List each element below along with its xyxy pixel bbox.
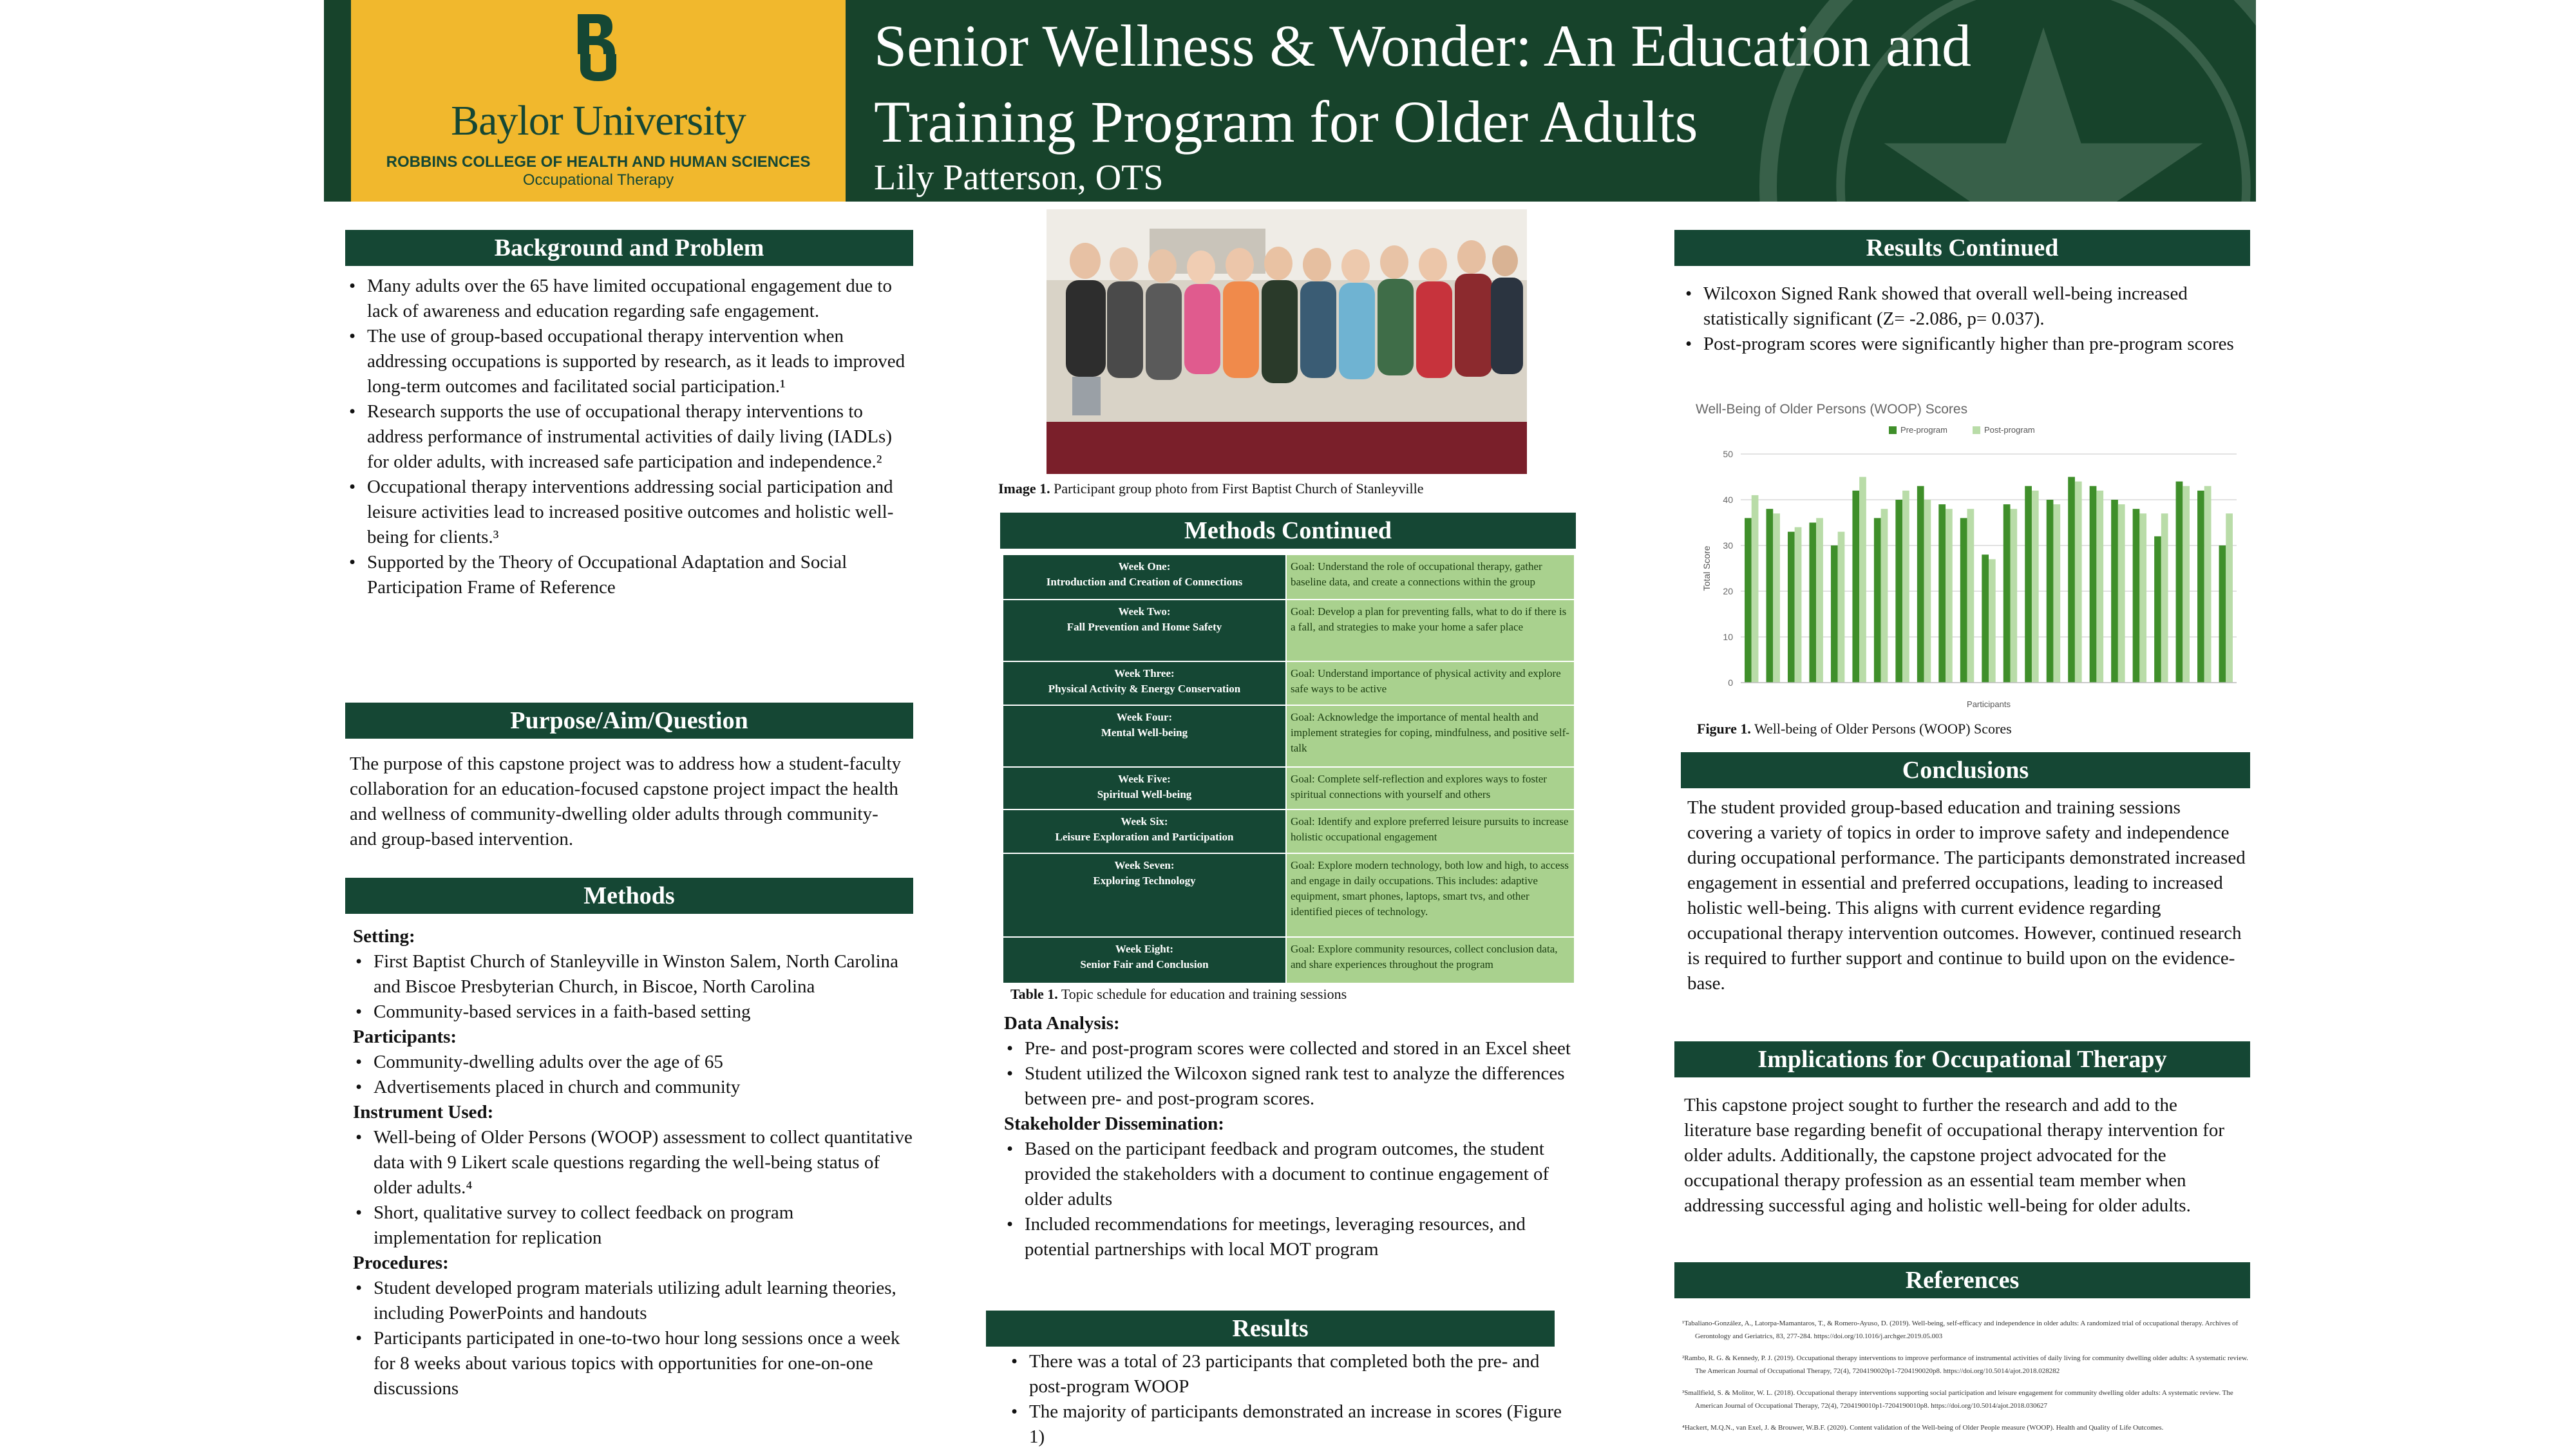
table-row xyxy=(1003,937,1575,983)
participant-group-photo xyxy=(1046,209,1527,474)
results-item: • The majority of participants demonstrated an increase in scores (Figure 1) xyxy=(1009,1399,1575,1449)
title-line-2: Training Program for Older Adults xyxy=(874,89,1698,155)
bar xyxy=(1816,518,1823,683)
university-logo xyxy=(351,0,846,202)
bar xyxy=(1895,500,1902,683)
bar xyxy=(1917,486,1924,683)
results-section xyxy=(1009,1349,1575,1449)
bar xyxy=(2003,504,2011,683)
purpose-text: The purpose of this capstone project was to address how a student-faculty collaboration for an education-focused capstone project impact the health and wellness of community-dwelling older adults through community- and group-based intervention. xyxy=(350,753,902,849)
bar xyxy=(2075,482,2082,683)
references-list xyxy=(1680,1317,2249,1443)
y-tick-label: 40 xyxy=(1723,495,1733,505)
poster-author: Lily Patterson, OTS xyxy=(874,158,1164,198)
poster xyxy=(324,0,2256,1449)
data-analysis-item: • Student utilized the Wilcoxon signed rank test to analyze the differences between pre- and post-program scores. xyxy=(1004,1061,1577,1112)
background-item: • Many adults over the 65 have limited occupational engagement due to lack of awareness and education regarding safe engagement. xyxy=(346,274,913,324)
logo-college-name: ROBBINS COLLEGE OF HEALTH AND HUMAN SCIENCES xyxy=(386,153,811,171)
goal-cell: Goal: Understand the role of occupational therapy, gather baseline data, and create a connections within the group xyxy=(1286,554,1575,600)
methods-heading: Methods xyxy=(345,878,913,914)
goal-cell: Goal: Understand importance of physical activity and explore safe ways to be active xyxy=(1286,661,1575,705)
logo-university-name: Baylor University xyxy=(451,97,746,144)
topic-schedule-table xyxy=(1002,554,1575,984)
legend-label: Pre-program xyxy=(1900,425,1947,435)
conclusions-text: The student provided group-based education and training sessions covering a variety of topics in order to improve safety and independence during occupational performance. The participants demonstrated increased engagement in essential and preferred occupations, leading to increased holistic well-being. This aligns with current evidence regarding occupational therapy intervention outcomes. However, continued research is required to further support and continue to build upon on the evidence-base. xyxy=(1687,797,2246,994)
week-cell: Week Three: Physical Activity & Energy Conservation xyxy=(1003,661,1286,705)
procedures-label: Procedures: xyxy=(353,1253,449,1273)
methods-continued-heading: Methods Continued xyxy=(1000,513,1576,549)
participants-item: • Advertisements placed in church and community xyxy=(353,1075,913,1100)
background-item: • Research supports the use of occupational therapy interventions to address performance of instrumental activities of daily living (IADLs) for older adults, with increased safe participation and independence.² xyxy=(346,399,913,475)
results-continued-heading: Results Continued xyxy=(1674,230,2250,266)
week-cell: Week One: Introduction and Creation of Connections xyxy=(1003,554,1286,600)
table-row xyxy=(1003,661,1575,705)
stakeholder-label: Stakeholder Dissemination: xyxy=(1004,1113,1224,1134)
week-cell: Week Two: Fall Prevention and Home Safety xyxy=(1003,600,1286,661)
bar xyxy=(1773,513,1780,683)
bar xyxy=(1788,532,1795,683)
results-continued-item: • Post-program scores were significantly higher than pre-program scores xyxy=(1683,332,2243,357)
bar xyxy=(2154,536,2161,683)
background-heading: Background and Problem xyxy=(345,230,913,266)
reference-item: ¹Tabaliano-González, A., Latorpa-Mamantaros, T., & Romero-Ayuso, D. (2019). Well-being, self-efficacy and independence in older adults: A randomized trial of occupational therapy. Archives of Gerontology and Geriatrics, 83, 277-284. https://doi.org/10.1016/j.archger.2019.05.003 xyxy=(1682,1320,2239,1340)
bar xyxy=(2183,486,2190,683)
table-row xyxy=(1003,705,1575,767)
reference-item: ³Smallfield, S. & Molitor, W. L. (2018). Occupational therapy interventions supporting social participation and leisure engagement for community dwelling older adults: A systematic review. The American Journal of Occupational Therapy, 72(4), 7204190010p1-7204190010p8. https://doi.org/10.5014/ajot.2018.030627 xyxy=(1682,1389,2233,1410)
logo-department-name: Occupational Therapy xyxy=(522,171,674,189)
y-tick-label: 20 xyxy=(1723,586,1733,596)
implications-heading: Implications for Occupational Therapy xyxy=(1674,1041,2250,1077)
bu-monogram-icon xyxy=(566,9,630,85)
photo-caption-label: Image 1. xyxy=(998,480,1050,497)
stakeholder-item: • Based on the participant feedback and program outcomes, the student provided the stakeholders with a document to continue engagement of older adults xyxy=(1004,1137,1577,1212)
background-item: • Supported by the Theory of Occupational Adaptation and Social Participation Frame of Reference xyxy=(346,550,913,600)
setting-item: • Community-based services in a faith-based setting xyxy=(353,999,913,1025)
methods-continued-section xyxy=(1004,1011,1577,1262)
bar xyxy=(2133,509,2140,683)
week-cell: Week Six: Leisure Exploration and Participation xyxy=(1003,810,1286,853)
results-continued-item: • Wilcoxon Signed Rank showed that overall well-being increased statistically significant (Z= -2.086, p= 0.037). xyxy=(1683,281,2243,332)
week-cell: Week Four: Mental Well-being xyxy=(1003,705,1286,767)
bar xyxy=(1982,554,1989,683)
participants-label: Participants: xyxy=(353,1027,457,1047)
bar xyxy=(2032,491,2039,683)
data-analysis-label: Data Analysis: xyxy=(1004,1013,1120,1034)
background-item: • The use of group-based occupational therapy intervention when addressing occupations is supported by research, as it leads to improved long-term outcomes and facilitated social participation.¹ xyxy=(346,324,913,399)
figure-caption xyxy=(1697,720,2251,738)
bar xyxy=(2226,513,2233,683)
bar xyxy=(2010,509,2017,683)
header-banner xyxy=(324,0,2256,202)
table-row xyxy=(1003,810,1575,853)
table-row xyxy=(1003,767,1575,810)
setting-label: Setting: xyxy=(353,926,415,947)
bar xyxy=(1745,518,1752,683)
background-item: • Occupational therapy interventions addressing social participation and leisure activities lead to increased positive outcomes and holistic well-being for clients.³ xyxy=(346,475,913,550)
bar xyxy=(2096,491,2103,683)
instrument-item: • Well-being of Older Persons (WOOP) assessment to collect quantitative data with 9 Likert scale questions regarding the well-being status of older adults.⁴ xyxy=(353,1125,913,1200)
y-tick-label: 30 xyxy=(1723,540,1733,551)
week-cell: Week Eight: Senior Fair and Conclusion xyxy=(1003,937,1286,983)
week-cell: Week Five: Spiritual Well-being xyxy=(1003,767,1286,810)
bar xyxy=(2111,500,2118,683)
background-section xyxy=(346,274,913,600)
bar xyxy=(1766,509,1774,683)
table-caption-text: Topic schedule for education and training sessions xyxy=(1061,986,1347,1002)
bar xyxy=(2161,513,2168,683)
stakeholder-item: • Included recommendations for meetings, leveraging resources, and potential partnerships with local MOT program xyxy=(1004,1212,1577,1262)
table-row xyxy=(1003,600,1575,661)
bar xyxy=(1946,509,1953,683)
title-line-1: Senior Wellness & Wonder: An Education and xyxy=(874,13,1971,79)
methods-section xyxy=(353,924,913,1401)
results-item: • There was a total of 23 participants that completed both the pre- and post-program WOOP xyxy=(1009,1349,1575,1399)
bar xyxy=(2204,486,2211,683)
bar xyxy=(1924,500,1931,683)
chart-title: Well-Being of Older Persons (WOOP) Scores xyxy=(1696,402,1968,417)
bar xyxy=(1859,477,1866,683)
bar xyxy=(2197,491,2204,683)
bar xyxy=(1795,527,1802,683)
y-tick-label: 50 xyxy=(1723,449,1733,459)
setting-item: • First Baptist Church of Stanleyville in Winston Salem, North Carolina and Biscoe Presbyterian Church, in Biscoe, North Carolina xyxy=(353,949,913,999)
legend-swatch xyxy=(1973,426,1980,434)
bar xyxy=(1960,518,1967,683)
goal-cell: Goal: Explore modern technology, both low and high, to access and engage in daily occupations. This includes: adaptive equipment, smart phones, laptops, smart tvs, and other identified pieces of technology. xyxy=(1286,853,1575,937)
bar xyxy=(2090,486,2097,683)
woop-chart xyxy=(1696,399,2249,715)
week-cell: Week Seven: Exploring Technology xyxy=(1003,853,1286,937)
bar xyxy=(1989,559,1996,683)
goal-cell: Goal: Complete self-reflection and explores ways to foster spiritual connections with yourself and others xyxy=(1286,767,1575,810)
bar xyxy=(1881,509,1888,683)
bar xyxy=(2139,513,2146,683)
goal-cell: Goal: Develop a plan for preventing falls, what to do if there is a fall, and strategies to make your home a safer place xyxy=(1286,600,1575,661)
results-continued-section xyxy=(1683,281,2243,357)
purpose-heading: Purpose/Aim/Question xyxy=(345,703,913,739)
data-analysis-item: • Pre- and post-program scores were collected and stored in an Excel sheet xyxy=(1004,1036,1577,1061)
table-row xyxy=(1003,554,1575,600)
bar xyxy=(1838,532,1845,683)
bar xyxy=(2219,545,2226,683)
procedures-item: • Student developed program materials utilizing adult learning theories, including PowerPoints and handouts xyxy=(353,1276,913,1326)
bar xyxy=(1967,509,1975,683)
bar xyxy=(1902,491,1909,683)
y-tick-label: 10 xyxy=(1723,632,1733,642)
woop-chart-svg xyxy=(1696,399,2249,715)
legend-swatch xyxy=(1889,426,1897,434)
bar xyxy=(2176,482,2183,683)
instrument-item: • Short, qualitative survey to collect feedback on program implementation for replication xyxy=(353,1200,913,1251)
references-heading: References xyxy=(1674,1262,2250,1298)
table-row xyxy=(1003,853,1575,937)
y-axis-label: Total Score xyxy=(1701,545,1712,591)
photo-caption xyxy=(998,480,1578,498)
figure-caption-label: Figure 1. xyxy=(1697,721,1751,737)
bar xyxy=(2047,500,2054,683)
instrument-label: Instrument Used: xyxy=(353,1102,494,1122)
bar xyxy=(2053,504,2060,683)
table-caption xyxy=(1010,985,1577,1003)
bar xyxy=(2025,486,2032,683)
bar xyxy=(1752,495,1759,683)
results-heading: Results xyxy=(986,1311,1555,1347)
bar xyxy=(1831,545,1838,683)
bar xyxy=(2068,477,2075,683)
bar xyxy=(1874,518,1881,683)
bar xyxy=(2118,504,2125,683)
procedures-item: • Participants participated in one-to-two hour long sessions once a week for 8 weeks about various topics with opportunities for one-on-one discussions xyxy=(353,1326,913,1401)
bar xyxy=(1809,523,1816,683)
reference-item: ²Rambo, R. G. & Kennedy, P. J. (2019). Occupational therapy interventions to improve performance of instrumental activities of daily living for community dwelling older adults: A systematic review. The American Journal of Occupational Therapy, 72(4), 7204190020p1-7204190020p8. https://doi.org/10.5014/ajot.2018.028282 xyxy=(1682,1354,2248,1375)
poster-title xyxy=(874,8,2162,160)
figure-caption-text: Well-being of Older Persons (WOOP) Scores xyxy=(1754,721,2012,737)
bar xyxy=(1852,491,1859,683)
y-tick-label: 0 xyxy=(1728,677,1733,688)
participants-item: • Community-dwelling adults over the age of 65 xyxy=(353,1050,913,1075)
conclusions-heading: Conclusions xyxy=(1681,752,2250,788)
photo-caption-text: Participant group photo from First Baptist Church of Stanleyville xyxy=(1054,480,1424,497)
goal-cell: Goal: Identify and explore preferred leisure pursuits to increase holistic occupational engagement xyxy=(1286,810,1575,853)
table-caption-label: Table 1. xyxy=(1010,986,1058,1002)
bar xyxy=(1938,504,1946,683)
implications-text: This capstone project sought to further the research and add to the literature base regarding benefit of occupational therapy intervention for older adults. Additionally, the capstone project advocated for the occupational therapy profession as an essential team member when addressing successful aging and holistic well-being for older adults. xyxy=(1684,1095,2225,1216)
goal-cell: Goal: Acknowledge the importance of mental health and implement strategies for coping, mindfulness, and positive self-talk xyxy=(1286,705,1575,767)
goal-cell: Goal: Explore community resources, collect conclusion data, and share experiences throughout the program xyxy=(1286,937,1575,983)
legend-label: Post-program xyxy=(1984,425,2035,435)
reference-item: ⁴Hackert, M.Q.N., van Exel, J. & Brouwer, W.B.F. (2020). Content validation of the Well-being of Older People measure (WOOP). Health and Quality of Life Outcomes. xyxy=(1682,1424,2164,1432)
x-axis-label: Participants xyxy=(1967,699,2011,709)
